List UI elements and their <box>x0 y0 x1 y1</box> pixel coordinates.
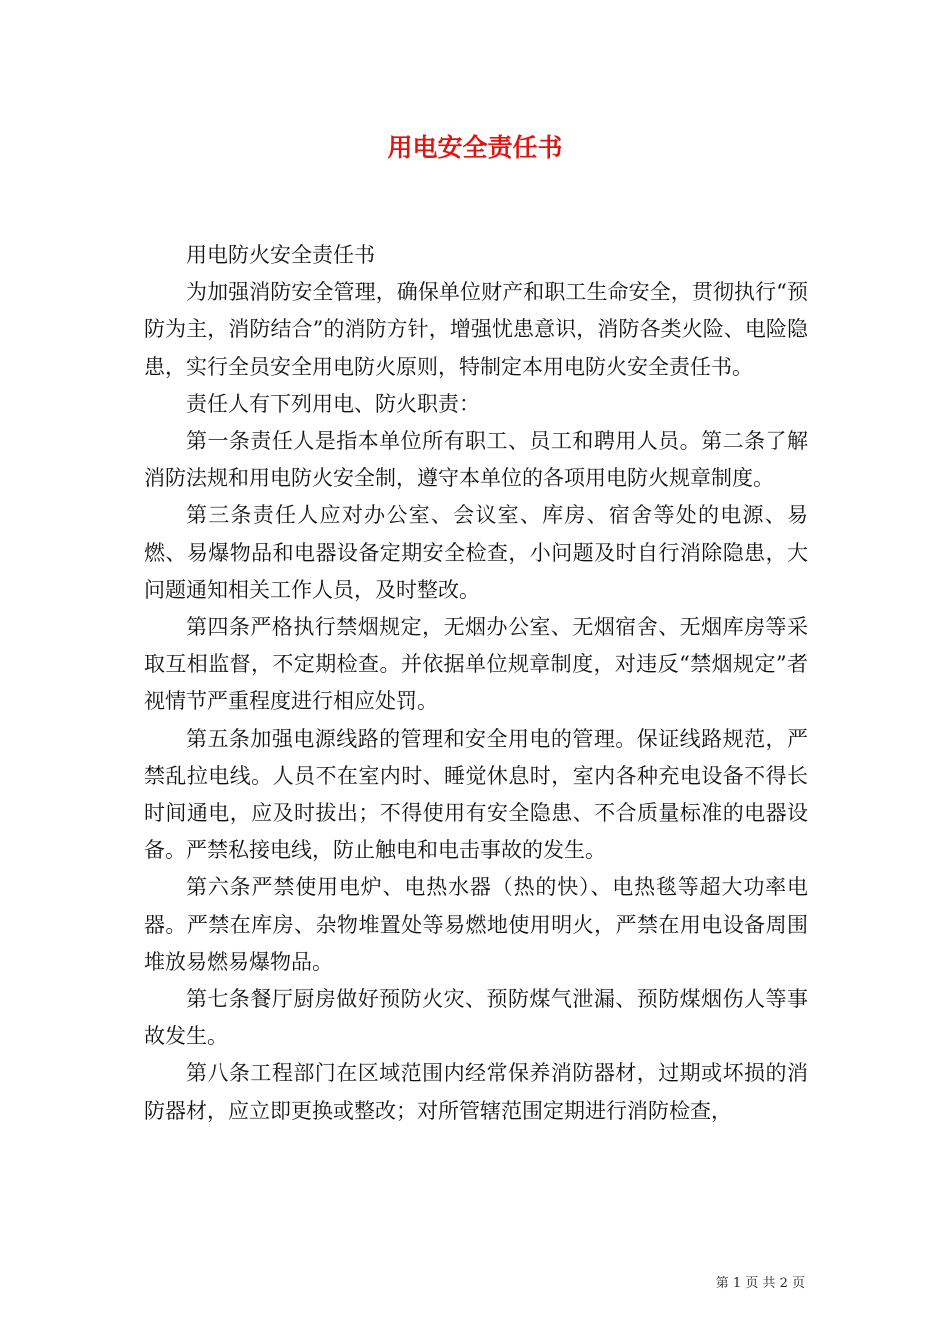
subtitle-paragraph: 用电防火安全责任书 <box>186 243 375 267</box>
article-8-paragraph: 第八条工程部门在区域范围内经常保养消防器材，过期或坏损的消防器材，应立即更换或整改；对所管辖范围定期进行消防检查， <box>144 1061 808 1123</box>
article-7-paragraph: 第七条餐厅厨房做好预防火灾、预防煤气泄漏、预防煤烟伤人等事故发生。 <box>144 987 808 1049</box>
document-body <box>144 237 808 1130</box>
article-6-paragraph: 第六条严禁使用电炉、电热水器（热的快）、电热毯等超大功率电器。严禁在库房、杂物堆置处等易燃地使用明火，严禁在用电设备周围堆放易燃易爆物品。 <box>144 875 808 974</box>
duties-heading-paragraph: 责任人有下列用电、防火职责： <box>186 391 480 416</box>
article-5-paragraph: 第五条加强电源线路的管理和安全用电的管理。保证线路规范，严禁乱拉电线。人员不在室内时、睡觉休息时，室内各种充电设备不得长时间通电，应及时拔出；不得使用有安全隐患、不合质量标准的电器设备。严禁私接电线，防止触电和电击事故的发生。 <box>144 726 808 863</box>
article-3-paragraph: 第三条责任人应对办公室、会议室、库房、宿舍等处的电源、易燃、易爆物品和电器设备定期安全检查，小问题及时自行消除隐患，大问题通知相关工作人员，及时整改。 <box>144 503 808 602</box>
article-1-2-paragraph: 第一条责任人是指本单位所有职工、员工和聘用人员。第二条了解消防法规和用电防火安全制，遵守本单位的各项用电防火规章制度。 <box>144 429 808 491</box>
document-title: 用电安全责任书 <box>387 133 563 162</box>
article-4-paragraph: 第四条严格执行禁烟规定，无烟办公室、无烟宿舍、无烟库房等采取互相监督，不定期检查。并依据单位规章制度，对违反“禁烟规定”者视情节严重程度进行相应处罚。 <box>144 615 808 714</box>
intro-paragraph: 为加强消防安全管理，确保单位财产和职工生命安全，贯彻执行“预防为主，消防结合”的消防方针，增强忧患意识，消防各类火险、电险隐患，实行全员安全用电防火原则，特制定本用电防火安全责任书。 <box>144 280 808 379</box>
page-number-footer: 第 1 页 共 2 页 <box>715 1276 805 1291</box>
